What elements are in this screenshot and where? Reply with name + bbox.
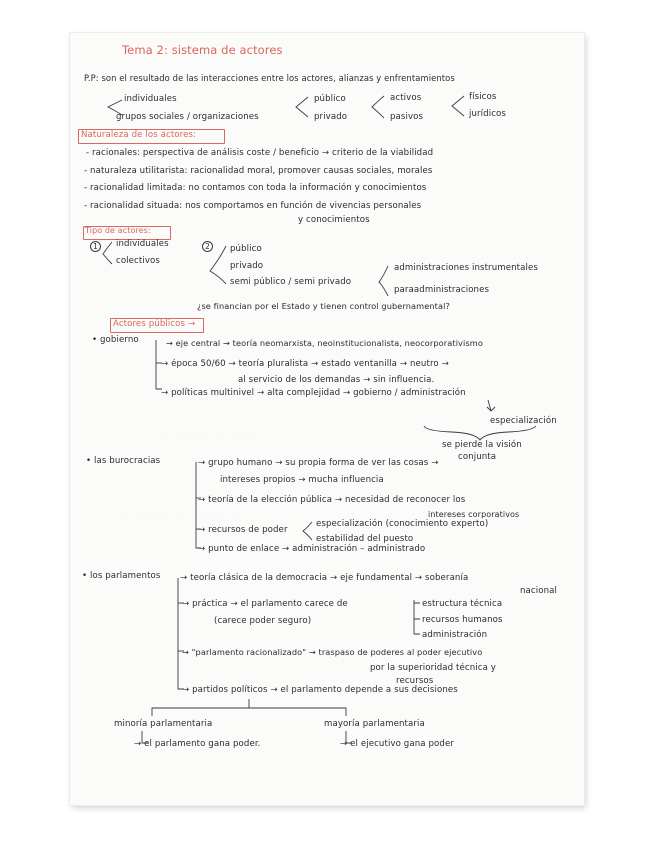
gobierno-line: → época 50/60 → teoría pluralista → estado ventanilla → neutro → xyxy=(161,359,449,369)
semi-item: administraciones instrumentales xyxy=(394,263,538,273)
burocracias-line: estabilidad del puesto xyxy=(316,534,414,544)
notebook-page xyxy=(70,33,584,805)
class-item: público xyxy=(314,94,346,104)
tipo-number: 2 xyxy=(202,241,213,252)
class-item: pasivos xyxy=(390,112,424,122)
burocracias-line: intereses propios → mucha influencia xyxy=(220,475,384,485)
parlamentos-line: nacional xyxy=(520,586,557,596)
tipo-item: colectivos xyxy=(116,256,160,266)
semi-item: paraadministraciones xyxy=(394,285,490,295)
show-through-text: · · · · · · · · · · · · · · · · · · · · · · · · · · xyxy=(110,513,240,522)
parlamentos-line: → "parlamento racionalizado" → traspaso de poderes al poder ejecutivo xyxy=(182,647,483,657)
gobierno-label: • gobierno xyxy=(92,335,139,345)
parlamentos-line: por la superioridad técnica y xyxy=(370,663,496,673)
gobierno-line: → eje central → teoría neomarxista, neoinstitucionalista, neocorporativismo xyxy=(166,338,483,348)
publicos-heading: Actores públicos → xyxy=(113,319,196,329)
tipo-item: individuales xyxy=(116,239,169,249)
burocracias-line: → grupo humano → su propia forma de ver las cosas → xyxy=(198,458,439,468)
naturaleza-item: y conocimientos xyxy=(298,215,370,225)
parlamentos-line: → teoría clásica de la democracia → eje fundamental → soberanía xyxy=(180,573,469,583)
carece-item: recursos humanos xyxy=(422,615,503,625)
naturaleza-item: - naturaleza utilitarista: racionalidad moral, promover causas sociales, morales xyxy=(84,166,433,176)
show-through-text: · · · · · · · · · · · · · · · · · · · · · xyxy=(150,431,255,440)
parlamentos-line: (carece poder seguro) xyxy=(214,616,312,626)
burocracias-label: • las burocracias xyxy=(86,456,161,466)
gobierno-line: al servicio de los demandas → sin influencia. xyxy=(238,375,435,385)
vision-text: se pierde la visión xyxy=(442,440,522,450)
class-item: físicos xyxy=(469,92,497,102)
parlamentos-label: • los parlamentos xyxy=(82,571,161,581)
gobierno-line: → políticas multinivel → alta complejidad → gobierno / administración xyxy=(161,388,466,398)
definition-text: P.P: son el resultado de las interacciones entre los actores, alianzas y enfrentamientos xyxy=(84,73,455,83)
mayoria-label: mayoría parlamentaria xyxy=(324,719,425,729)
naturaleza-item: - racionalidad situada: nos comportamos en función de vivencias personales xyxy=(84,201,422,211)
class-item: grupos sociales / organizaciones xyxy=(116,112,259,122)
tipo-item: privado xyxy=(230,261,264,271)
tipos-heading: Tipo de actores: xyxy=(85,226,151,235)
parlamentos-line: recursos xyxy=(396,676,434,686)
parlamentos-line: → partidos políticos → el parlamento depende a sus decisiones xyxy=(182,685,458,695)
burocracias-line: → punto de enlace → administración – administrado xyxy=(198,544,426,554)
vision-text: conjunta xyxy=(458,452,497,462)
class-item: individuales xyxy=(124,94,177,104)
tipo-item: semi público / semi privado xyxy=(230,277,352,287)
tipo-item: público xyxy=(230,244,262,254)
class-item: jurídicos xyxy=(469,109,506,119)
carece-item: administración xyxy=(422,630,488,640)
minoria-label: minoría parlamentaria xyxy=(114,719,213,729)
burocracias-line: especialización (conocimiento experto) xyxy=(316,519,489,529)
burocracias-line: → teoría de la elección pública → necesidad de reconocer los xyxy=(198,495,466,505)
especializacion-text: especialización xyxy=(490,416,557,426)
page-title: Tema 2: sistema de actores xyxy=(122,43,283,57)
carece-item: estructura técnica xyxy=(422,599,503,609)
minoria-note: → el parlamento gana poder. xyxy=(134,739,261,749)
class-item: activos xyxy=(390,93,422,103)
class-item: privado xyxy=(314,112,348,122)
parlamentos-line: → práctica → el parlamento carece de xyxy=(182,599,348,609)
burocracias-line: intereses corporativos xyxy=(428,510,520,519)
tipo-number: 1 xyxy=(90,241,101,252)
naturaleza-heading: Naturaleza de los actores: xyxy=(81,130,197,140)
mayoria-note: → el ejecutivo gana poder xyxy=(340,739,454,749)
tipos-question: ¿se financian por el Estado y tienen control gubernamental? xyxy=(197,301,450,311)
burocracias-line: → recursos de poder xyxy=(198,525,288,535)
naturaleza-item: - racionalidad limitada: no contamos con toda la información y conocimientos xyxy=(84,183,427,193)
naturaleza-item: - racionales: perspectiva de análisis coste / beneficio → criterio de la viabilidad xyxy=(86,148,434,158)
